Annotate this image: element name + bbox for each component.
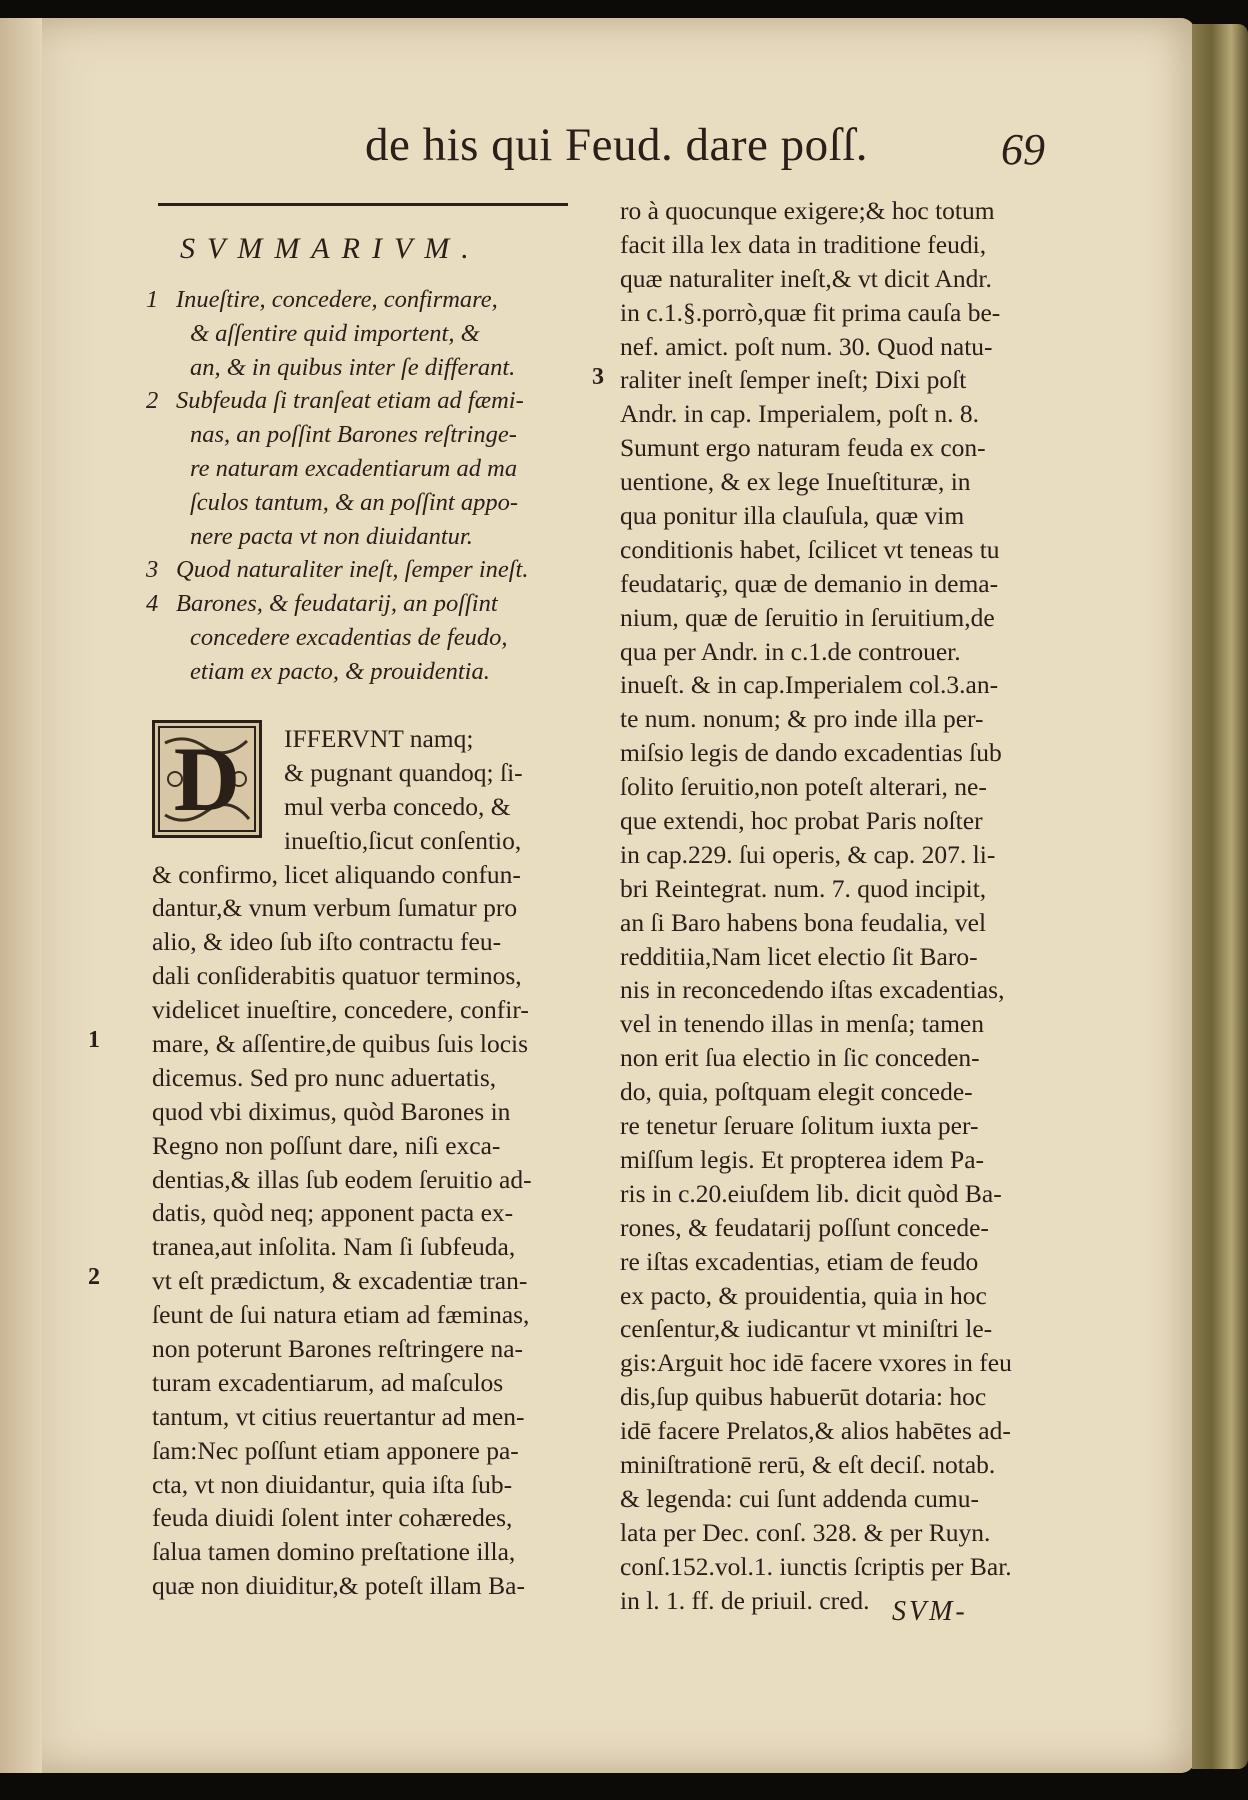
text-line: dantur,& vnum verbum ſumatur pro (152, 893, 518, 923)
text-line: in c.1.§.porrò,quæ fit prima cauſa be- (620, 297, 1001, 327)
gutter (0, 18, 42, 1773)
margin-number: 2 (88, 1264, 100, 1291)
right-column (610, 194, 1012, 1617)
summarium-text: an, & in quibus inter ſe differant. (190, 353, 516, 381)
text-line: in cap.229. ſui operis, & cap. 207. li- (620, 839, 996, 869)
text-line: dis,ſup quibus habuerūt dotaria: hoc (620, 1382, 987, 1412)
summarium-line (146, 384, 576, 418)
text-line: non erit ſua electio in ſic conceden- (620, 1043, 980, 1073)
text-line: re iſtas excadentias, etiam de feudo (620, 1246, 979, 1276)
text-line: rones, & feudatarij poſſunt concede- (620, 1212, 989, 1242)
summarium-line (146, 587, 576, 621)
page-header (365, 118, 1065, 178)
text-line: mul verba concedo, & (284, 791, 511, 821)
text-line: miſsio legis de dando excadentias ſub (620, 738, 1002, 768)
text-line: ſeunt de ſui natura etiam ad fæminas, (152, 1300, 530, 1330)
text-line: ex pacto, & prouidentia, quia in hoc (620, 1280, 987, 1310)
text-line: datis, quòd neq; apponent pacta ex- (152, 1198, 514, 1228)
text-line: do, quia, poſtquam elegit concede- (620, 1077, 973, 1107)
text-line: tranea,aut inſolita. Nam ſi ſubfeuda, (152, 1232, 516, 1262)
text-line: re tenetur ſeruare ſolitum iuxta per- (620, 1111, 979, 1141)
text-line: non poterunt Barones reſtringere na- (152, 1334, 524, 1364)
text-line: conſ.152.vol.1. iunctis ſcriptis per Bar. (620, 1551, 1012, 1581)
text-line: videlicet inueſtire, concedere, confir- (152, 995, 529, 1025)
running-head: de his qui Feud. dare poſſ. (365, 119, 869, 171)
text-line: raliter ineſt ſemper ineſt; Dixi poſt (620, 365, 967, 395)
summarium-text: ſculos tantum, & an poſſint appo- (190, 488, 519, 516)
text-line: Regno non poſſunt dare, niſi exca- (152, 1130, 501, 1160)
text-line: uentione, & ex lege Inueſtituræ, in (620, 467, 971, 497)
summarium-number: 1 (146, 286, 159, 313)
drop-cap-letter: D (173, 728, 241, 830)
text-line: alio, & ideo ſub iſto contractu feu- (152, 927, 502, 957)
summarium-number: 3 (146, 556, 159, 584)
text-line: cta, vt non diuidantur, quia iſta ſub- (152, 1469, 513, 1499)
summarium-text: re naturam excadentiarum ad ma (190, 454, 518, 482)
text-line: nis in reconcedendo iſtas excadentias, (620, 975, 1005, 1005)
summarium-line (146, 655, 576, 689)
summarium-line (146, 418, 576, 452)
summarium-text: & aſſentire quid importent, & (190, 319, 480, 347)
summarium-text: nere pacta vt non diuidantur. (190, 522, 473, 550)
text-line: miſſum legis. Et propterea idem Pa- (620, 1144, 984, 1174)
text-line: turam excadentiarum, ad maſculos (152, 1367, 504, 1397)
summarium-text: Inueſtire, concedere, confirmare, (176, 286, 498, 313)
summarium-line (146, 621, 576, 655)
text-line: quæ non diuiditur,& poteſt illam Ba- (152, 1571, 525, 1601)
catchword: SVM- (892, 1596, 968, 1627)
text-line: inueſt. & in cap.Imperialem col.3.an- (620, 670, 999, 700)
text-line: ſalua tamen domino preſtatione illa, (152, 1537, 516, 1567)
summarium-number: 2 (146, 387, 159, 415)
text-line: inueſtio,ſicut conſentio, (284, 825, 522, 855)
text-line: dentias,& illas ſub eodem ſeruitio ad- (152, 1164, 532, 1194)
summarium-line (146, 283, 576, 317)
text-line: ſolito ſeruitio,non poteſt alterari, ne- (620, 772, 987, 802)
text-line: quod vbi diximus, quòd Barones in (152, 1096, 511, 1126)
text-line: vel in tenendo illas in menſa; tamen (620, 1009, 984, 1039)
text-line: tantum, vt citius reuertantur ad men- (152, 1401, 525, 1431)
margin-number: 1 (88, 1027, 100, 1054)
text-line: Andr. in cap. Imperialem, poſt n. 8. (620, 399, 980, 429)
text-line: nef. amict. poſt num. 30. Quod natu- (620, 331, 993, 361)
text-line: qua ponitur illa clauſula, quæ vim (620, 501, 965, 531)
text-line: feuda diuidi ſolent inter cohæredes, (152, 1503, 513, 1533)
summarium-text: Barones, & feudatarij, an poſſint (176, 590, 498, 618)
text-line: miniſtrationē rerū, & eſt deciſ. notab. (620, 1449, 996, 1479)
page-fore-edge (1192, 24, 1248, 1769)
text-line: ris in c.20.eiuſdem lib. dicit quòd Ba- (620, 1178, 1002, 1208)
text-line: ro à quocunque exigere;& hoc totum (620, 196, 995, 225)
text-line: in l. 1. ff. de priuil. cred. (620, 1585, 870, 1615)
text-line: an ſi Baro habens bona feudalia, vel (620, 907, 987, 937)
summarium-text: etiam ex pacto, & prouidentia. (190, 657, 490, 685)
text-line: dicemus. Sed pro nunc aduertatis, (152, 1062, 497, 1092)
summarium-title: SVMMARIVM. (180, 232, 481, 265)
text-line: cenſentur,& iudicantur vt miniſtri le- (620, 1314, 993, 1344)
text-line: redditiia,Nam licet electio ſit Baro- (620, 941, 978, 971)
text-line: & confirmo, licet aliquando confun- (152, 859, 521, 889)
text-line: & legenda: cui ſunt addenda cumu- (620, 1483, 980, 1513)
summarium-text: concedere excadentias de feudo, (190, 623, 508, 651)
summarium-line (146, 317, 576, 351)
folio-number: 69 (1001, 125, 1045, 174)
text-line: bri Reintegrat. num. 7. quod incipit, (620, 873, 987, 903)
summarium-list (146, 283, 576, 689)
summarium-line (146, 486, 576, 520)
text-line: lata per Dec. conſ. 328. & per Ruyn. (620, 1517, 991, 1547)
text-line: mare, & aſſentire,de quibus ſuis locis (152, 1029, 529, 1059)
summarium-line (146, 351, 576, 385)
summarium-line (146, 452, 576, 486)
header-rule (158, 203, 568, 206)
summarium-line (146, 553, 576, 587)
left-column (132, 722, 532, 1603)
summarium-line (146, 520, 576, 554)
text-line: Sumunt ergo naturam feuda ex con- (620, 433, 986, 463)
text-line: IFFERVNT namq; (284, 724, 474, 753)
text-line: & pugnant quandoq; ſi- (284, 757, 523, 787)
text-line: vt eſt prædictum, & excadentiæ tran- (152, 1266, 528, 1296)
text-line: quæ naturaliter ineſt,& vt dicit Andr. (620, 263, 992, 293)
summarium-text: Quod naturaliter ineſt, ſemper ineſt. (176, 556, 529, 584)
text-line: que extendi, hoc probat Paris noſter (620, 806, 983, 836)
text-line: te num. nonum; & pro inde illa per- (620, 704, 984, 734)
summarium-text: nas, an poſſint Barones reſtringe- (190, 421, 517, 449)
text-line: dali conſiderabitis quatuor terminos, (152, 961, 522, 991)
text-line: conditionis habet, ſcilicet vt teneas tu (620, 534, 1000, 564)
text-line: idē facere Prelatos,& alios habētes ad- (620, 1416, 1011, 1446)
text-line: facit illa lex data in traditione feudi, (620, 229, 987, 259)
text-line: ſam:Nec poſſunt etiam apponere pa- (152, 1435, 519, 1465)
text-line: feudatariç, quæ de demanio in dema- (620, 568, 999, 598)
margin-number: 3 (592, 363, 604, 390)
summarium-number: 4 (146, 590, 159, 618)
text-line: qua per Andr. in c.1.de controuer. (620, 636, 961, 666)
summarium-text: Subfeuda ſi tranſeat etiam ad fæmi- (176, 387, 524, 415)
text-line: gis:Arguit hoc idē facere vxores in feu (620, 1348, 1012, 1378)
text-line: nium, quæ de ſeruitio in ſeruitium,de (620, 602, 995, 632)
